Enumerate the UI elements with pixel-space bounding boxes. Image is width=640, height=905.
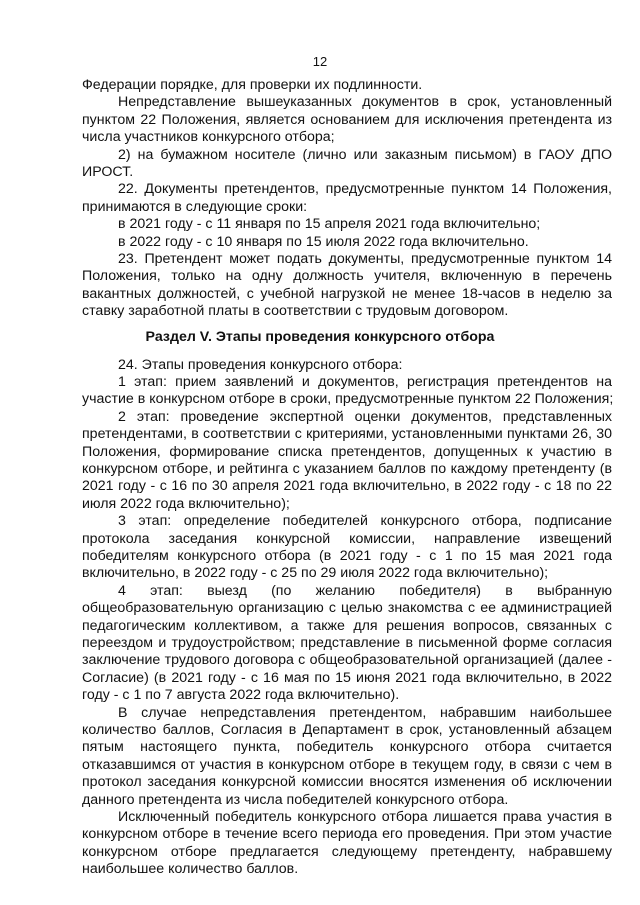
text-line: вакантных должностей, с учебной нагрузкой не менее 18-часов в неделю за (82, 285, 612, 302)
text-line: году - с 1 по 7 августа 2022 года включительно). (82, 687, 400, 704)
text-line: в 2022 году - с 10 января по 15 июля 2022 года включительно. (118, 233, 529, 250)
text-line: Федерации порядке, для проверки их подлинности. (82, 77, 423, 93)
text-line: 24. Этапы проведения конкурсного отбора: (118, 356, 403, 373)
text-line: пунктом 22 Положения, является основанием для исключения претендента из (82, 111, 612, 128)
text-line: протокол заседания конкурсной комиссии вносятся изменения об исключении (82, 774, 612, 791)
text-line: протокола заседания конкурсной комиссии, направление извещений (82, 530, 612, 547)
text-line: 3 этап: определение победителей конкурсного отбора, подписание (118, 513, 612, 530)
text-line: конкурсном отборе предлагается следующему претенденту, набравшему (82, 843, 612, 860)
text-line: включительно, в 2022 году - с 25 по 29 июля 2022 года включительно); (82, 565, 549, 582)
text-line: принимаются в следующие сроки: (82, 198, 308, 215)
text-line: числа участников конкурсного отбора; (82, 129, 335, 146)
text-line: ставку заработной платы в соответствии с трудовым договором. (82, 303, 509, 320)
text-line: 2) на бумажном носителе (лично или заказным письмом) в ГАОУ ДПО (118, 146, 612, 163)
text-line: наибольшее количество баллов. (82, 861, 299, 878)
page-number: 12 (312, 54, 328, 69)
text-line: Положения, только на одну должность учителя, включенную в перечень (82, 268, 612, 285)
text-line: 2 этап: проведение экспертной оценки документов, представленных (118, 408, 612, 425)
text-line: Исключенный победитель конкурсного отбора лишается права участия в (118, 809, 612, 825)
text-line: Непредставление вышеуказанных документов в срок, установленный (118, 94, 612, 111)
text-line: заключение трудового договора с общеобразовательной организацией (далее - (82, 652, 612, 669)
text-line: отказавшимся от участия в конкурсном отборе в текущем году, в связи с чем в (82, 756, 612, 773)
text-line: участие в конкурсном отборе в сроки, предусмотренные пунктом 22 Положения; (82, 391, 614, 408)
text-line: Положения, формирование списка претендентов, допущенных к участию в (82, 443, 612, 460)
text-line: победителям конкурсного отбора (в 2021 году - с 1 по 15 мая 2021 года (82, 548, 612, 564)
text-line: в 2021 году - с 11 января по 15 апреля 2021 года включительно; (118, 216, 541, 233)
text-line: 1 этап: прием заявлений и документов, регистрация претендентов на (118, 374, 612, 390)
text-line: 22. Документы претендентов, предусмотренные пунктом 14 Положения, (118, 181, 612, 198)
text-line: количество баллов, Согласия в Департамент в срок, установленный абзацем (82, 722, 612, 738)
text-line: ИРОСТ. (82, 164, 134, 180)
text-line: 2021 году - с 16 по 30 апреля 2021 года включительно, в 2022 году - с 18 по 22 (82, 478, 612, 495)
text-line: переездом и трудоустройством; представление в письменной форме согласия (82, 635, 612, 651)
text-line: В случае непредставления претендентом, набравшим наибольшее (118, 704, 612, 721)
text-line: педагогическим коллективом, а также для решения вопросов, связанных с (82, 617, 612, 634)
text-line: претендентами, в соответствии с критериями, установленными пунктами 26, 30 (82, 426, 612, 443)
text-line: данного претендента из числа победителей конкурсного отбора. (82, 791, 509, 808)
text-line: пятым настоящего пункта, победитель конкурсного отбора считается (82, 739, 612, 756)
text-line: Согласие) (в 2021 году - с 16 мая по 15 июня 2021 года включительно, в 2022 (82, 669, 612, 686)
section-heading: Раздел V. Этапы проведения конкурсного отбора (145, 328, 495, 345)
text-line: 4 этап: выезд (по желанию победителя) в выбранную (118, 582, 612, 599)
text-line: конкурсном отборе, и рейтинга с указанием баллов по каждому претенденту (в (82, 461, 612, 477)
text-line: июля 2022 года включительно); (82, 495, 290, 512)
text-line: общеобразовательную организацию с целью знакомства с ее администрацией (82, 600, 612, 617)
text-line: конкурсном отборе в течение всего периода его проведения. При этом участие (82, 826, 612, 843)
text-line: 23. Претендент может подать документы, предусмотренные пунктом 14 (118, 251, 612, 267)
